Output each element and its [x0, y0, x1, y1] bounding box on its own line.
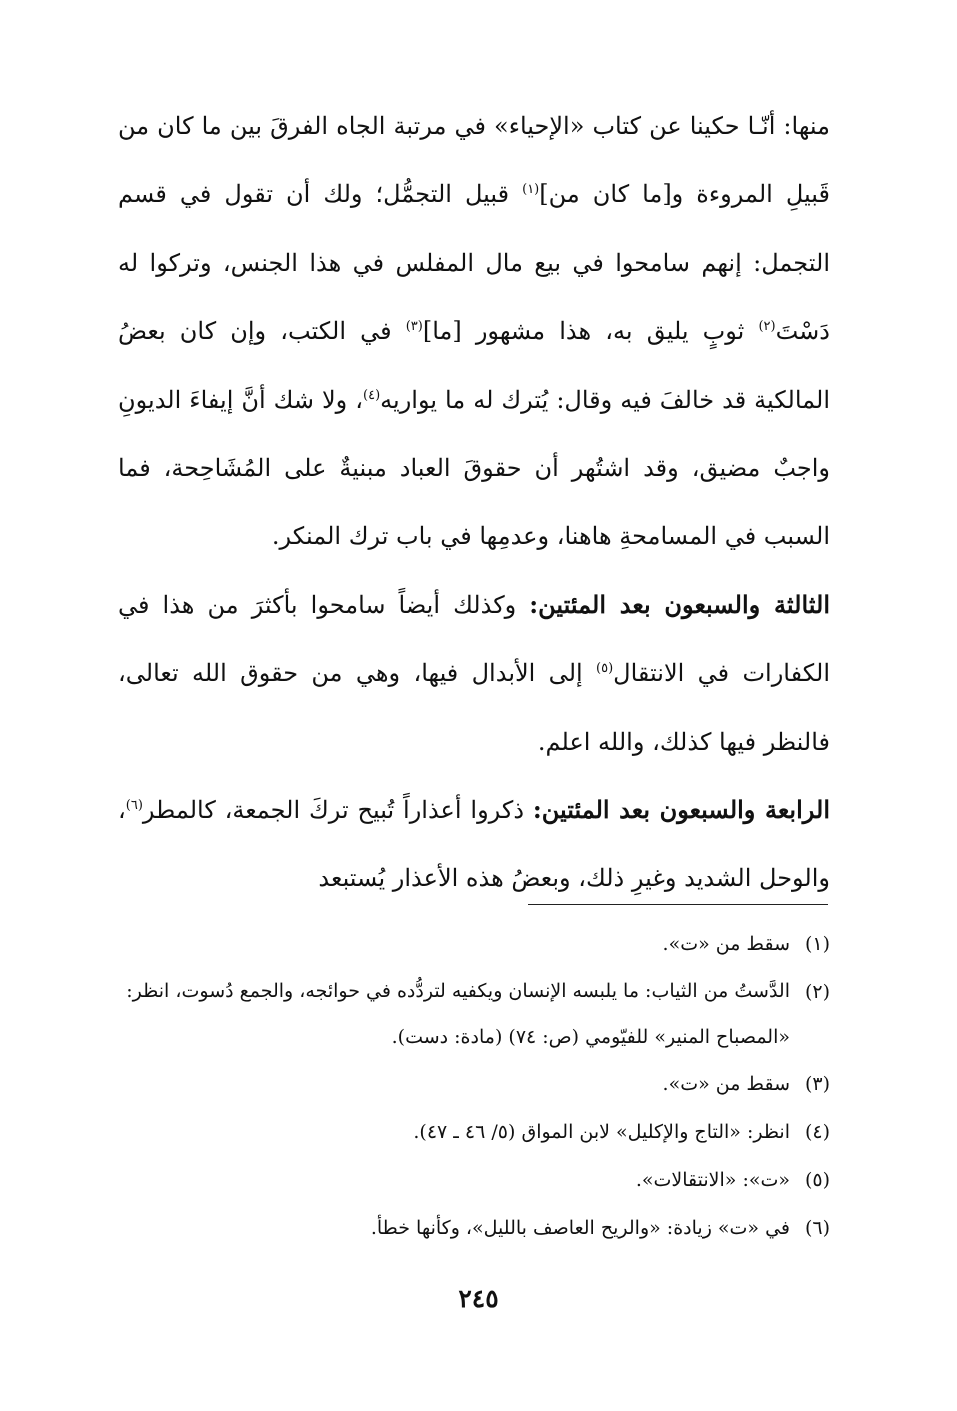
footnote-text: سقط من «ت».	[662, 1073, 790, 1095]
text-run: ، والوحل الشديد وغيرِ ذلك، وبعضُ هذه الأعذار يُستبعد	[118, 796, 830, 893]
footnote-ref-4[interactable]: (٤)	[363, 387, 381, 403]
paragraph-1	[118, 92, 830, 571]
footnote-3	[118, 1060, 830, 1108]
paragraph-2	[118, 571, 830, 776]
main-text	[118, 92, 830, 913]
footnote-ref-5[interactable]: (٥)	[596, 661, 614, 677]
issue-heading: الرابعة والسبعون بعد المئتين:	[532, 795, 830, 825]
footnote-6	[118, 1204, 830, 1252]
page-number: ٢٤٥	[458, 1284, 499, 1313]
footnotes	[118, 920, 830, 1252]
footnote-number: (٣)	[804, 1073, 830, 1095]
footnote-text: سقط من «ت».	[662, 933, 790, 955]
footnote-text: الدَّستُ من الثياب: ما يلبسه الإنسان ويكفيه لتردُّده في حوائجه، والجمع دُسوت، انظر: «المصباح المنير» للفيّومي (ص: ٧٤) (مادة: دست).	[126, 980, 790, 1048]
text-run: ذكروا أعذاراً تُبيح تركَ الجمعة، كالمطر	[142, 796, 533, 825]
footnote-text: في «ت» زيادة: «والريح العاصف بالليل»، وكأنها خطأ.	[370, 1217, 790, 1239]
footnote-2	[118, 968, 830, 1060]
issue-heading: الثالثة والسبعون بعد المئتين:	[529, 589, 830, 619]
text-run: إلى الأبدال فيها، وهي من حقوق الله تعالى، فالنظر فيها كذلك، والله اعلم.	[118, 659, 830, 756]
footnote-ref-2[interactable]: (٢)	[758, 319, 776, 335]
footnote-number: (٢)	[804, 981, 830, 1003]
footnote-number: (٥)	[804, 1169, 830, 1191]
footnote-number: (٦)	[804, 1217, 830, 1239]
text-run: منها: أنّـا حكينا عن كتاب «الإحياء» في مرتبة الجاه الفرقَ بين ما كان من قَبيلِ المروءة و[ما كان من]	[118, 112, 830, 209]
footnote-ref-6[interactable]: (٦)	[125, 798, 143, 814]
text-run: ، ولا شك أنَّ إيفاءَ الديونِ واجبٌ مضيق، وقد اشتُهر أن حقوقَ العباد مبنيةٌ على المُشَاحِحة، فما السبب في المسامحةِ هاهنا، وعدمِها في باب ترك المنكر.	[118, 385, 831, 551]
footnote-ref-1[interactable]: (١)	[522, 182, 540, 198]
footnote-number: (١)	[804, 933, 830, 955]
footnote-ref-3[interactable]: (٣)	[405, 319, 423, 335]
footnote-text: «ت»: «الانتقالات».	[635, 1169, 790, 1191]
footnote-separator	[528, 904, 828, 905]
paragraph-3	[118, 776, 830, 913]
text-run: في الكتب، وإن كان بعضُ المالكية قد خالفَ فيه وقال: يُترك له ما يواريه	[118, 317, 831, 414]
footnote-4	[118, 1108, 830, 1156]
footnote-text: انظر: «التاج والإكليل» لابن المواق (٥/ ٤٦ ـ ٤٧).	[413, 1121, 790, 1143]
footnote-5	[118, 1156, 830, 1204]
footnote-number: (٤)	[804, 1121, 830, 1143]
text-run: ثوبٍ يليق به، هذا مشهور [ما]	[422, 317, 759, 346]
text-run: وكذلك أيضاً سامحوا بأكثرَ من هذا في الكفارات في الانتقال	[118, 590, 830, 688]
footnote-1	[118, 920, 830, 968]
text-run: قبيل التجمُّل؛ ولك أن تقول في قسم التجمل: إنهم سامحوا في بيع مال المفلس في هذا الجنس، وتركوا له دَسْتَ	[118, 180, 830, 346]
